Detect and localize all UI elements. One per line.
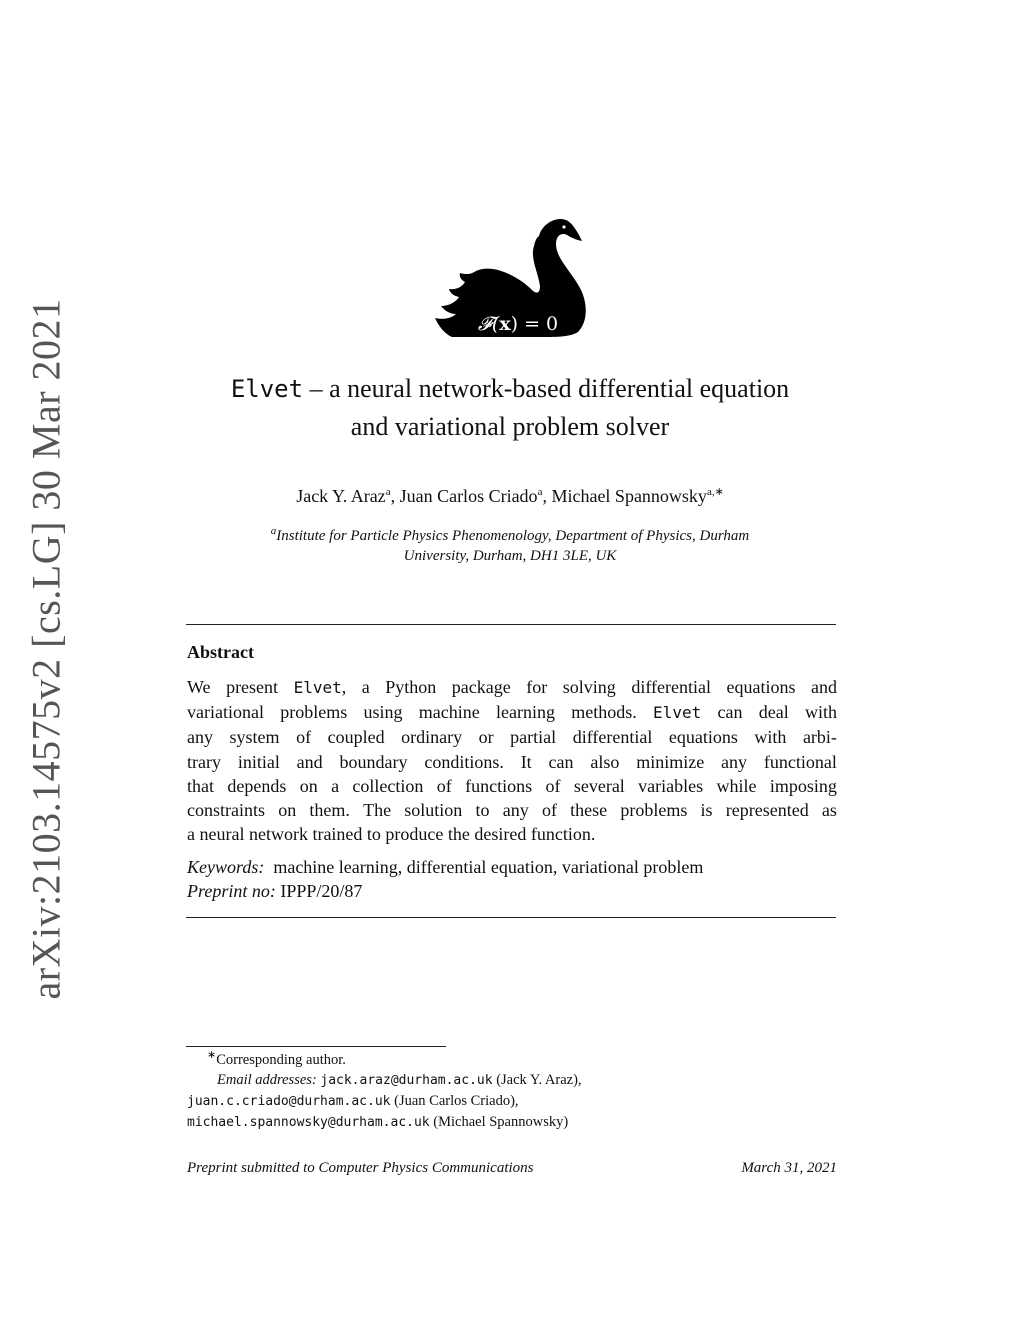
author-separator: , <box>390 486 400 506</box>
abstract-word: variables <box>638 775 704 796</box>
preprint-number: IPPP/20/87 <box>280 881 363 901</box>
abstract-word: with <box>804 702 837 723</box>
email-address-criado[interactable]: juan.c.criado@durham.ac.uk <box>187 1094 391 1109</box>
footer-date: March 31, 2021 <box>741 1160 837 1176</box>
corresponding-mark: ∗ <box>207 1049 217 1062</box>
package-name: Elvet <box>230 375 304 403</box>
abstract-word: problems <box>620 800 688 821</box>
abstract-word: constraints <box>187 800 265 821</box>
author-name: Juan Carlos Criado <box>399 486 538 506</box>
abstract-word: depends <box>227 775 287 796</box>
abstract-word: conditions. <box>424 751 504 772</box>
abstract-word: initial <box>237 751 280 772</box>
abstract-word: functions <box>465 775 533 796</box>
email-label: Email addresses: <box>217 1072 317 1088</box>
abstract-top-rule <box>186 624 836 625</box>
abstract-word: Python <box>385 677 437 697</box>
abstract-line <box>187 675 837 700</box>
title-line-1 <box>150 370 870 408</box>
abstract-word: variational <box>187 702 264 723</box>
keywords-block <box>187 855 703 903</box>
abstract-word: ordinary <box>401 727 463 748</box>
abstract-line <box>187 700 837 725</box>
keywords-label: Keywords: <box>187 857 265 877</box>
abstract-word: learning <box>496 702 556 723</box>
abstract-line <box>187 822 837 846</box>
abstract-word: minimize <box>636 751 705 772</box>
abstract-word: machine <box>418 702 480 723</box>
footnotes <box>187 1050 787 1133</box>
abstract-word: It <box>520 751 532 772</box>
abstract-word: also <box>590 751 620 772</box>
email-line-2 <box>187 1091 787 1112</box>
affiliation-line-2: University, Durham, DH1 3LE, UK <box>403 548 617 564</box>
abstract-word: or <box>478 727 494 748</box>
abstract-word: partial <box>510 727 557 748</box>
footnote-rule <box>186 1046 446 1047</box>
author-list <box>150 486 870 507</box>
abstract-word: of <box>545 775 561 796</box>
abstract-word: on <box>278 800 297 821</box>
author-separator: , <box>542 486 552 506</box>
abstract-line <box>187 725 837 749</box>
abstract-word: with <box>754 727 787 748</box>
email-owner-criado: (Juan Carlos Criado), <box>390 1093 519 1109</box>
abstract-word: using <box>363 702 403 723</box>
abstract-word: and <box>811 677 837 697</box>
email-line-3 <box>187 1112 787 1133</box>
title-line-2: and variational problem solver <box>350 412 670 441</box>
abstract-word: differential <box>631 677 711 697</box>
author-name: Michael Spannowsky <box>551 486 707 506</box>
abstract-word: while <box>716 775 757 796</box>
email-line-1 <box>187 1070 787 1091</box>
email-address-araz[interactable]: jack.araz@durham.ac.uk <box>320 1073 493 1088</box>
email-owner-araz: (Jack Y. Araz), <box>492 1072 582 1088</box>
svg-text:𝓕(x) = 0 <box>478 313 558 335</box>
preprint-line <box>187 879 703 903</box>
abstract-word: package <box>451 677 511 697</box>
abstract-line <box>187 774 837 798</box>
abstract-word: of <box>296 727 312 748</box>
author-affiliation-mark: a <box>537 486 543 498</box>
abstract-word: differential <box>572 727 653 748</box>
title-line-1-rest: – a neural network-based differential equation <box>303 374 790 403</box>
abstract-word: methods. <box>571 702 637 723</box>
abstract-body <box>187 675 837 846</box>
arxiv-identifier-stamp: arXiv:2103.14575v2 [cs.LG] 30 Mar 2021 <box>23 298 69 1000</box>
author-name: Jack Y. Araz <box>296 486 386 506</box>
formula-lhs: 𝓕( <box>477 313 500 335</box>
swan-logo <box>432 210 592 342</box>
abstract-word: problems <box>280 702 348 723</box>
abstract-word: trary <box>187 751 221 772</box>
abstract-package-name: Elvet <box>653 703 702 723</box>
abstract-line <box>187 750 837 774</box>
abstract-word: several <box>573 775 625 796</box>
abstract-word: solution <box>404 800 463 821</box>
abstract-word: any <box>721 751 748 772</box>
abstract-word: present <box>226 677 279 697</box>
abstract-package-name: Elvet, <box>293 677 347 697</box>
keywords-text: machine learning, differential equation, variational problem <box>273 857 704 877</box>
email-address-spannowsky[interactable]: michael.spannowsky@durham.ac.uk <box>187 1115 430 1130</box>
abstract-word: system <box>229 727 280 748</box>
abstract-word: arbi- <box>802 727 837 748</box>
abstract-word: equations <box>726 677 796 697</box>
abstract-word: a <box>361 677 370 697</box>
paper-title <box>150 370 870 446</box>
abstract-word: as <box>821 800 837 821</box>
swan-icon <box>432 210 592 342</box>
page-footer <box>187 1160 837 1177</box>
abstract-word: a <box>331 775 340 796</box>
abstract-word: represented <box>725 800 809 821</box>
abstract-word: can <box>548 751 574 772</box>
abstract-word: deal <box>758 702 789 723</box>
abstract-word: is <box>700 800 713 821</box>
corresponding-text: Corresponding author. <box>216 1052 346 1068</box>
abstract-word: any <box>502 800 529 821</box>
abstract-word: any <box>187 727 213 748</box>
abstract-word: collection <box>352 775 424 796</box>
abstract-word: imposing <box>769 775 837 796</box>
abstract-word: to <box>475 800 490 821</box>
abstract-word: boundary <box>339 751 408 772</box>
abstract-word: functional <box>763 751 837 772</box>
footer-submission-note: Preprint submitted to Computer Physics Communications <box>187 1160 534 1176</box>
abstract-word: them. <box>309 800 350 821</box>
abstract-line <box>187 798 837 822</box>
abstract-word: that <box>187 775 214 796</box>
abstract-word: coupled <box>327 727 385 748</box>
author-affiliation-mark: a <box>385 486 391 498</box>
abstract-heading: Abstract <box>187 642 254 662</box>
author-affiliation-mark: a,∗ <box>706 486 724 498</box>
abstract-word: for <box>526 677 548 697</box>
affiliation-mark: a <box>270 525 277 537</box>
abstract-word: and <box>296 751 323 772</box>
abstract-bottom-rule <box>186 917 836 918</box>
abstract-word: these <box>570 800 608 821</box>
corresponding-note <box>187 1050 787 1070</box>
preprint-label: Preprint no: <box>187 881 276 901</box>
abstract-word: a neural network trained to produce the desired function. <box>187 824 596 845</box>
affiliation-text-1: Institute for Particle Physics Phenomenology, Department of Physics, Durham <box>276 528 750 544</box>
affiliation <box>200 526 820 566</box>
abstract-word: on <box>299 775 318 796</box>
keywords-line <box>187 855 703 879</box>
formula-variable: x <box>499 313 511 335</box>
abstract-word: solving <box>562 677 616 697</box>
abstract-word: We <box>187 677 211 697</box>
abstract-word: of <box>436 775 452 796</box>
abstract-word: equations <box>668 727 738 748</box>
abstract-word: of <box>541 800 557 821</box>
formula-rhs: ) = 0 <box>510 313 559 335</box>
abstract-word: can <box>717 702 743 723</box>
abstract-word: The <box>363 800 392 821</box>
email-owner-spannowsky: (Michael Spannowsky) <box>429 1114 569 1130</box>
affiliation-line-1 <box>200 526 820 546</box>
